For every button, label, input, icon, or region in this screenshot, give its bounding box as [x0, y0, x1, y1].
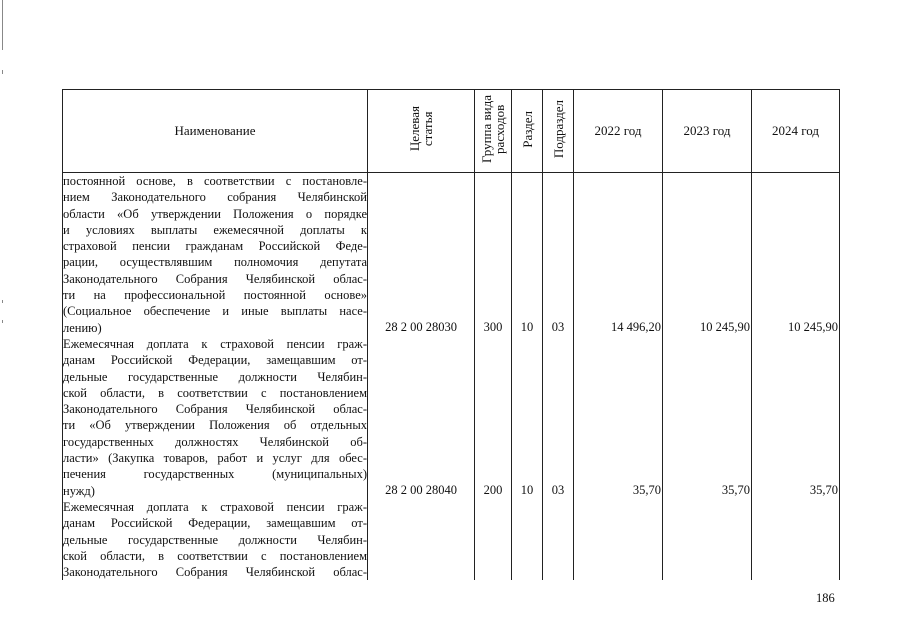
header-2022: 2022 год — [574, 90, 663, 173]
name-line: печения государственных (муниципальных) — [63, 467, 367, 482]
name-cell — [63, 173, 368, 581]
name-line: нужд) — [63, 483, 95, 498]
name-line: нием Законодательного собрания Челябинской — [63, 190, 367, 205]
name-line: государственных должностях Челябинской об- — [63, 434, 367, 449]
y2022-value: 35,70 — [632, 483, 661, 497]
subsection-cell — [543, 173, 574, 581]
name-line: и условиях выплаты ежемесячной доплаты к — [63, 222, 367, 237]
y2022-value: 14 496,20 — [611, 320, 661, 334]
article-value: 28 2 00 28030 — [385, 320, 457, 334]
name-line: ской области, в соответствии с постановлением — [63, 385, 367, 400]
name-line: дельные государственные должности Челябин- — [63, 369, 367, 384]
header-article: Целевая статья — [368, 90, 475, 173]
name-line: данам Российской Федерации, замещавшим от- — [63, 516, 367, 531]
header-group: Группа вида расходов — [475, 90, 512, 173]
section-value: 10 — [520, 483, 534, 497]
scan-mark — [2, 300, 3, 303]
group-value: 300 — [483, 320, 503, 334]
name-line: ской области, в соответствии с постановлением — [63, 548, 367, 563]
name-line: (Социальное обеспечение и иные выплаты насе- — [63, 304, 367, 319]
y2024-value: 10 245,90 — [788, 320, 838, 334]
table-row — [63, 173, 840, 581]
y2023-cell — [663, 173, 752, 581]
header-2024: 2024 год — [752, 90, 840, 173]
name-line: Ежемесячная доплата к страховой пенсии граж- — [63, 336, 367, 351]
table-header-row — [63, 90, 840, 173]
name-line: Законодательного Собрания Челябинской облас- — [63, 402, 367, 417]
name-line: ти «Об утверждении Положения об отдельных — [63, 418, 367, 433]
budget-table — [62, 89, 840, 580]
section-cell — [512, 173, 543, 581]
name-line: постоянной основе, в соответствии с постановле- — [63, 174, 367, 188]
header-2023: 2023 год — [663, 90, 752, 173]
name-line: Ежемесячная доплата к страховой пенсии граж- — [63, 499, 367, 514]
group-value: 200 — [483, 483, 503, 497]
name-line: Законодательного Собрания Челябинской облас- — [63, 271, 367, 286]
group-cell — [475, 173, 512, 581]
scan-mark — [2, 320, 3, 323]
y2023-value: 10 245,90 — [700, 320, 750, 334]
name-line: лению) — [63, 320, 102, 335]
scan-mark — [2, 70, 3, 74]
section-value: 10 — [520, 320, 534, 334]
article-cell — [368, 173, 475, 581]
page-number: 186 — [816, 591, 835, 605]
article-value: 28 2 00 28040 — [385, 483, 457, 497]
header-section: Раздел — [512, 90, 543, 173]
name-line: ласти» (Закупка товаров, работ и услуг для обес- — [63, 451, 367, 466]
header-subsection: Подраздел — [543, 90, 574, 173]
name-line: страховой пенсии гражданам Российской Феде- — [63, 239, 367, 254]
y2024-cell — [752, 173, 840, 581]
scan-mark — [2, 0, 3, 50]
name-line: дельные государственные должности Челябин- — [63, 532, 367, 547]
y2024-value: 35,70 — [809, 483, 838, 497]
y2022-cell — [574, 173, 663, 581]
header-name: Наименование — [63, 90, 368, 173]
y2023-value: 35,70 — [721, 483, 750, 497]
subsection-value: 03 — [551, 320, 565, 334]
name-line: области «Об утверждении Положения о порядке — [63, 206, 367, 221]
name-line: Законодательного Собрания Челябинской облас- — [63, 565, 367, 580]
name-line: данам Российской Федерации, замещавшим от- — [63, 353, 367, 368]
name-line: ти на профессиональной постоянной основе» — [63, 288, 367, 303]
name-line: рации, осуществлявшим полномочия депутата — [63, 255, 367, 270]
subsection-value: 03 — [551, 483, 565, 497]
